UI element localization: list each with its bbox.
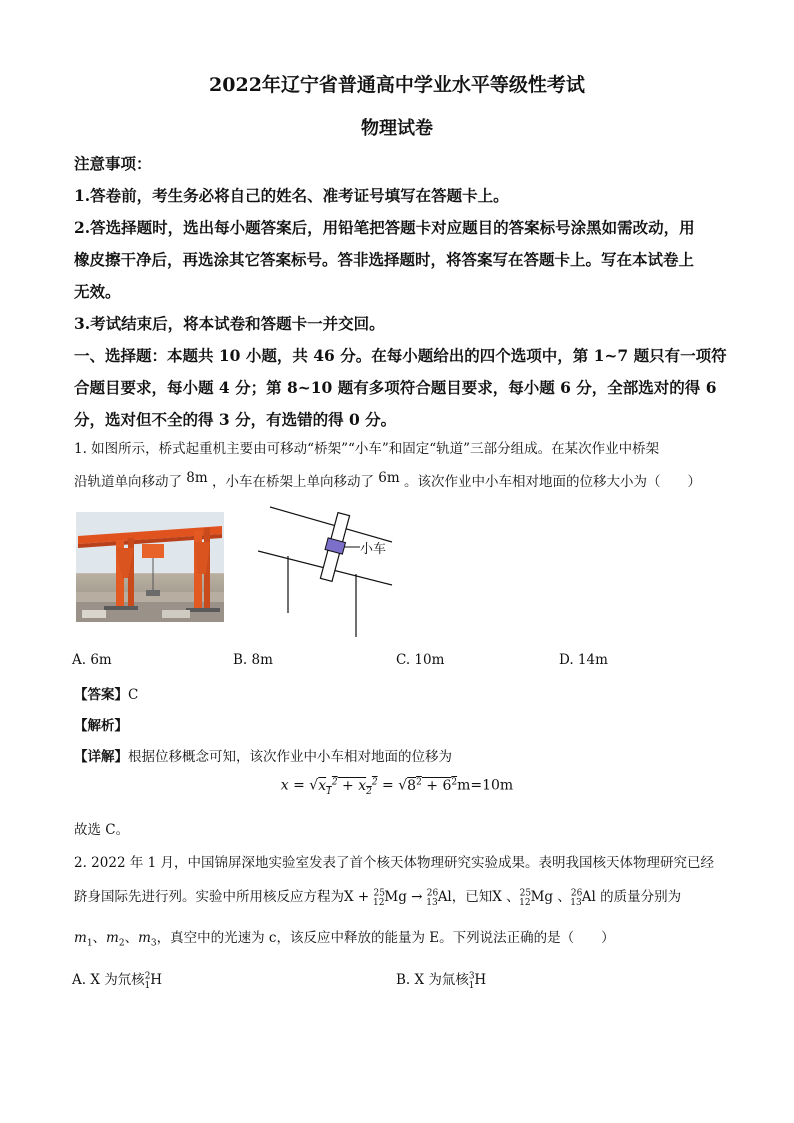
notice-item-2-line-1: 2.答选择题时，选出每小题答案后，用铅笔把答题卡对应题目的答案标号涂黑如需改动，用: [74, 218, 695, 237]
crane-photo-drawing: [76, 512, 224, 622]
q1-conclusion: 故选 C。: [74, 822, 130, 838]
q1-option-c: C. 10m: [396, 652, 445, 668]
q1-answer: [74, 683, 138, 703]
q1-stem-text-b: ，小车在桥架上单向移动了: [211, 474, 374, 490]
q2-stem-line-2: 跻身国际先进行列。实验中所用核反应方程为X + $^{25}_{12}$Mg → $^{26}_{13}$Al，已知X 、$^{25}_{12}$Mg 、$^{26}_{13}$Al 的质量分别为: [74, 888, 682, 908]
notice-item-1: 1.答卷前，考生务必将自己的姓名、准考证号填写在答题卡上。: [74, 186, 509, 205]
section-1-line-2: 合题目要求，每小题 4 分；第 8~10 题有多项符合题目要求，每小题 6 分，全部选对的得 6: [74, 378, 717, 397]
answer-tag: 【答案】: [74, 687, 128, 703]
q1-analysis-tag: 【解析】: [74, 718, 128, 734]
formula-result: m=10m: [457, 777, 514, 794]
q1-value-trolley: 6m: [378, 470, 400, 486]
q2-stem-line-1: 2. 2022 年 1 月，中国锦屏深地实验室发表了首个核天体物理研究实验成果。表明我国核天体物理研究已经: [74, 855, 714, 871]
q2-stem-text-a: 跻身国际先进行列。实验中所用核反应方程为: [74, 889, 344, 905]
q1-option-a: A. 6m: [72, 652, 112, 668]
trolley-label: 小车: [360, 541, 387, 556]
notice-item-2-line-3: 无效。: [74, 282, 121, 301]
detail-text: 根据位移概念可知，该次作业中小车相对地面的位移为: [128, 749, 452, 765]
q2-stem-line-3: $m_1$、$m_2$、$m_3$，真空中的光速为 c，该反应中释放的能量为 E。下列说法正确的是（ ）: [74, 930, 615, 949]
crane-photo: [76, 512, 224, 622]
q2-option-a: A. X 为氘核$^2_1$H: [72, 971, 162, 991]
q2-option-b-text: B. X 为氚核: [396, 972, 469, 988]
crane-schematic: [258, 505, 408, 637]
detail-tag: 【详解】: [74, 749, 128, 765]
notice-heading: 注意事项：: [74, 154, 152, 173]
answer-value: C: [128, 687, 139, 703]
q2-stem-text-c: 的质量分别为: [600, 889, 682, 905]
q2-stem-text-b: ，已知: [451, 889, 493, 905]
exam-title: 2022年辽宁省普通高中学业水平等级性考试: [209, 74, 585, 96]
q1-stem-line-2: [74, 470, 701, 490]
section-1-line-3: 分，选对但不全的得 3 分，有选错的得 0 分。: [74, 410, 397, 429]
q1-stem-text-a: 沿轨道单向移动了: [74, 474, 182, 490]
notice-item-2-line-2: 橡皮擦干净后，再选涂其它答案标号。答非选择题时，将答案写在答题卡上。写在本试卷上: [74, 250, 695, 269]
q1-detail: [74, 745, 452, 765]
section-1-line-1: 一、选择题：本题共 10 小题，共 46 分。在每小题给出的四个选项中，第 1~7 题只有一项符: [74, 346, 727, 365]
q1-value-bridge: 8m: [186, 470, 208, 486]
q1-option-d: D. 14m: [559, 652, 608, 668]
q1-stem-line-1: 1. 如图所示，桥式起重机主要由可移动“桥架”“小车”和固定“轨道”三部分组成。在某次作业中桥架: [74, 441, 660, 457]
q2-option-a-text: A. X 为氘核: [72, 972, 145, 988]
q2-option-b: B. X 为氚核$^3_1$H: [396, 971, 487, 991]
q1-formula: $x = √x_1^2 + x_2^2 = √8^2 + 6^2m=10m$: [280, 777, 514, 797]
q1-stem-text-c: 。该次作业中小车相对地面的位移大小为（ ）: [403, 474, 701, 490]
notice-item-3: 3.考试结束后，将本试卷和答题卡一并交回。: [74, 314, 385, 333]
q2-stem-text-d: ，真空中的光速为 c，该反应中释放的能量为 E。下列说法正确的是（ ）: [156, 930, 615, 946]
formula-lhs: x: [280, 777, 289, 794]
exam-subtitle: 物理试卷: [361, 118, 433, 139]
q1-option-b: B. 8m: [233, 652, 273, 668]
